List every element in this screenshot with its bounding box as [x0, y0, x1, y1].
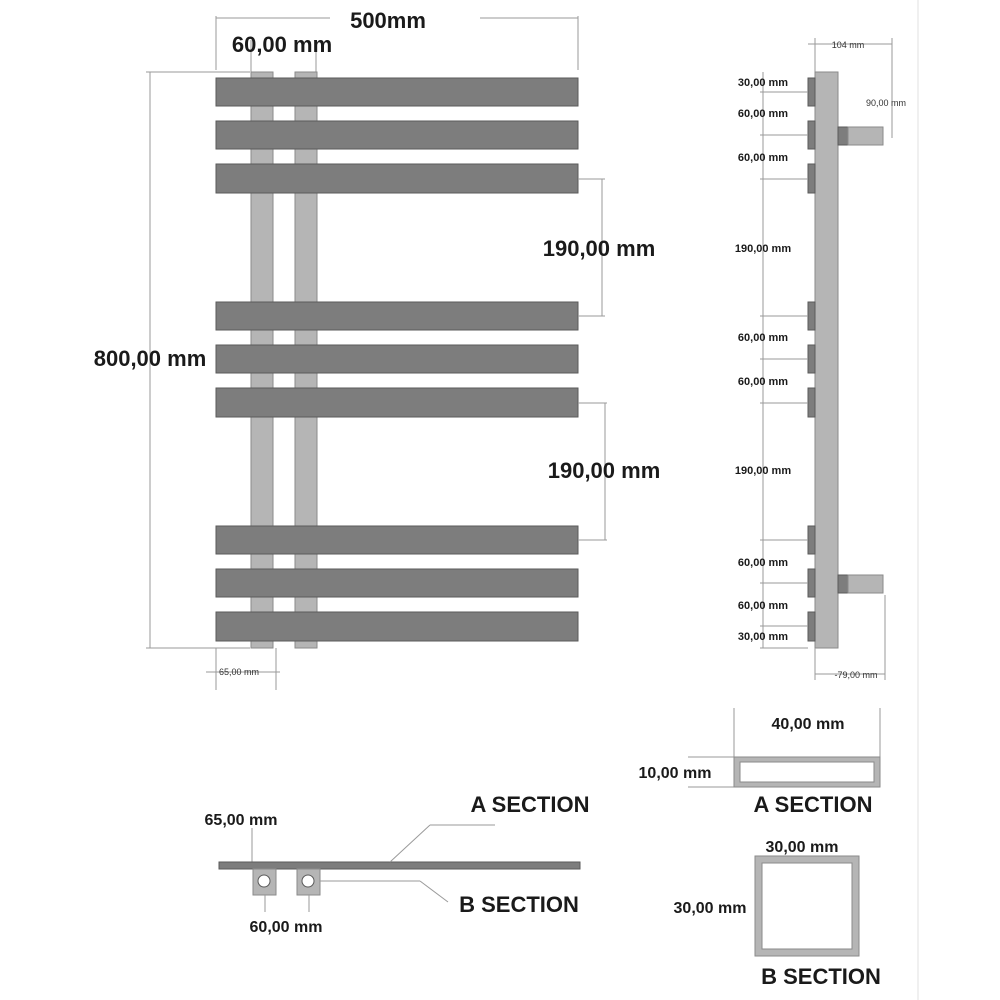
side-vertical-post — [815, 72, 838, 648]
horizontal-bar-7 — [216, 526, 578, 554]
side-bar-end-7 — [808, 526, 815, 554]
top-view-pipe-left — [258, 875, 270, 887]
height-label: 800,00 mm — [93, 346, 207, 371]
b-height-label: 30,00 mm — [673, 900, 747, 917]
a-width-label: 40,00 mm — [771, 716, 845, 733]
b-section-callout: B SECTION — [459, 892, 579, 917]
spacing-label-1: 30,00 mm — [737, 77, 789, 89]
top-offset-label: 65,00 mm — [204, 812, 278, 829]
side-bar-end-9 — [808, 612, 815, 641]
b-width-label: 30,00 mm — [765, 839, 839, 856]
spacing-label-6: 60,00 mm — [737, 376, 789, 388]
post-width-label: 60,00 mm — [231, 32, 333, 57]
spacing-label-8: 60,00 mm — [737, 557, 789, 569]
side-bar-end-6 — [808, 388, 815, 417]
spacing-label-5: 60,00 mm — [737, 332, 789, 344]
side-bar-end-2 — [808, 121, 815, 149]
top-post-label: 60,00 mm — [249, 919, 323, 936]
b-callout-leader — [420, 881, 448, 902]
b-section-title: B SECTION — [761, 964, 881, 989]
bottom-offset-label: 65,00 mm — [218, 667, 260, 677]
gap-lower-label: 190,00 mm — [547, 458, 661, 483]
depth-label: 104 mm — [831, 40, 865, 50]
spacing-label-10: 30,00 mm — [737, 631, 789, 643]
side-view — [735, 38, 906, 680]
horizontal-bar-2 — [216, 121, 578, 149]
horizontal-bar-6 — [216, 388, 578, 417]
bracket-label: 90,00 mm — [866, 98, 907, 108]
side-bar-end-4 — [808, 302, 815, 330]
wall-bracket-upper — [848, 127, 883, 145]
top-view-bar — [219, 862, 580, 869]
spacing-label-3: 60,00 mm — [737, 152, 789, 164]
a-section-profile-inner — [740, 762, 874, 782]
spacing-label-7: 190,00 mm — [734, 465, 792, 477]
wall-bracket-upper-joint — [838, 127, 848, 145]
side-bar-end-3 — [808, 164, 815, 193]
spacing-label-9: 60,00 mm — [737, 600, 789, 612]
a-section-detail — [639, 708, 880, 817]
a-callout-leader — [390, 825, 430, 862]
b-section-detail — [674, 839, 881, 989]
wall-bracket-lower-joint — [838, 575, 848, 593]
top-view-pipe-right — [302, 875, 314, 887]
horizontal-bar-9 — [216, 612, 578, 641]
top-view — [205, 792, 590, 936]
bottom-depth-label: -79,00 mm — [834, 670, 878, 680]
a-section-title: A SECTION — [753, 792, 873, 817]
horizontal-bar-3 — [216, 164, 578, 193]
spacing-label-2: 60,00 mm — [737, 108, 789, 120]
horizontal-bar-1 — [216, 78, 578, 106]
spacing-label-4: 190,00 mm — [734, 243, 792, 255]
horizontal-bar-5 — [216, 345, 578, 373]
wall-bracket-lower — [848, 575, 883, 593]
side-bar-end-8 — [808, 569, 815, 597]
side-bar-end-1 — [808, 78, 815, 106]
horizontal-bar-4 — [216, 302, 578, 330]
horizontal-bar-8 — [216, 569, 578, 597]
a-section-callout: A SECTION — [470, 792, 590, 817]
side-bar-end-5 — [808, 345, 815, 373]
front-view — [94, 8, 661, 690]
gap-upper-label: 190,00 mm — [542, 236, 656, 261]
b-section-profile-inner — [762, 863, 852, 949]
width-label: 500mm — [350, 8, 426, 33]
a-height-label: 10,00 mm — [638, 765, 712, 782]
